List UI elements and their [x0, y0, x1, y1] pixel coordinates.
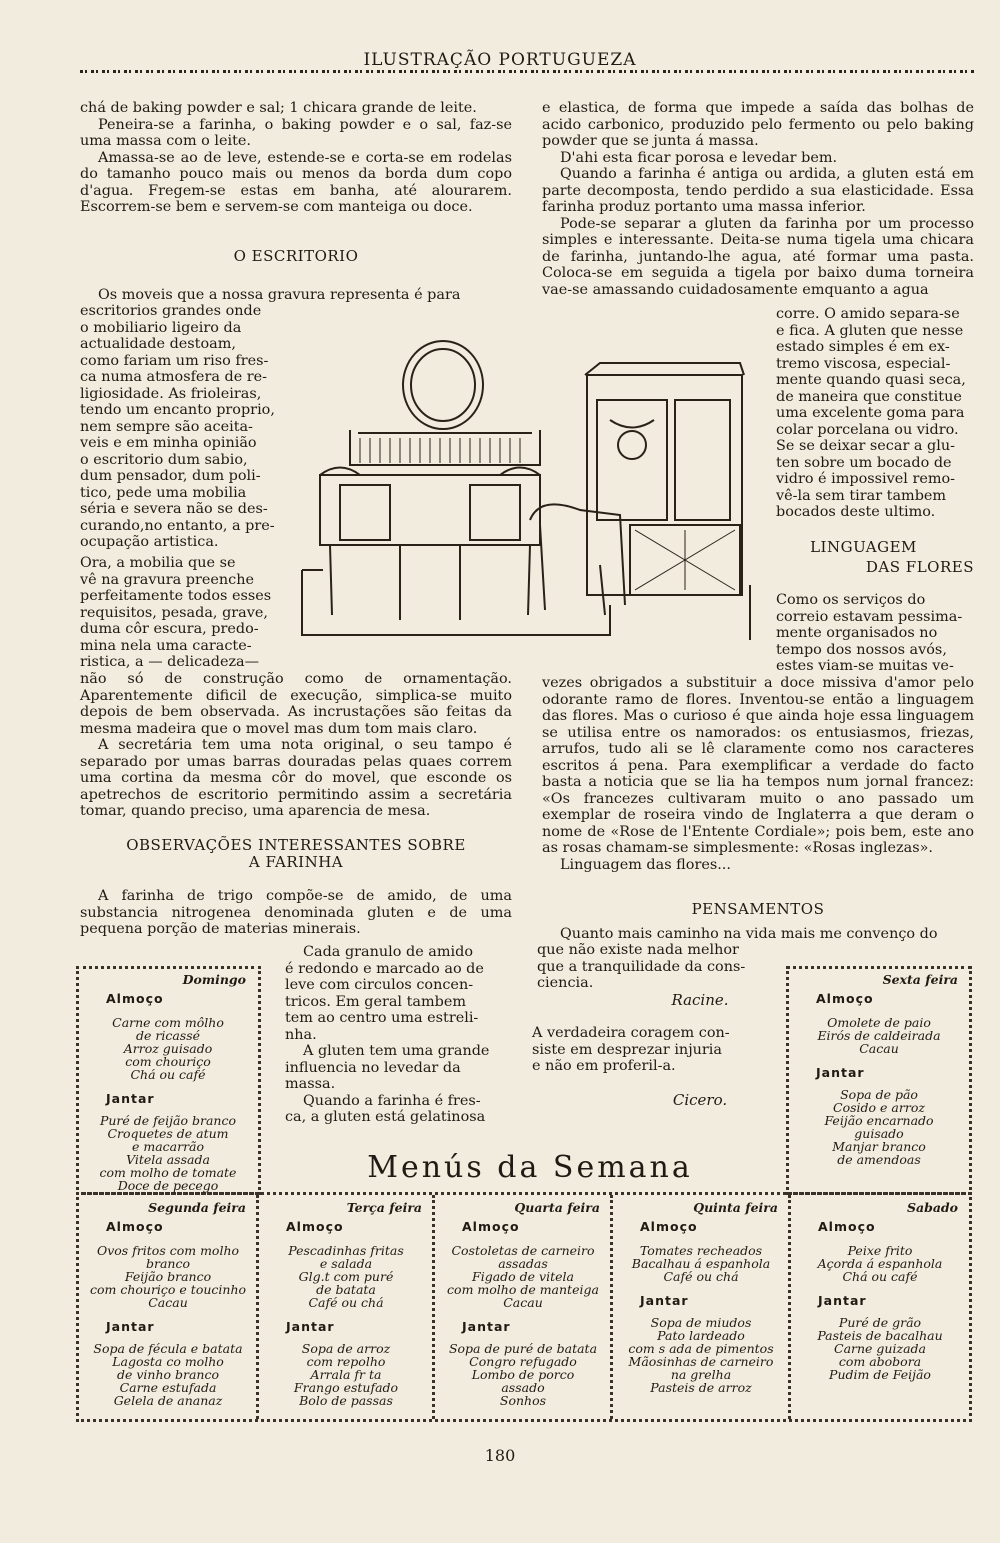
menu-dish: Carne estufada [119, 1380, 217, 1395]
menu-dish: Pasteis de arroz [650, 1380, 752, 1395]
text-line: massa. [285, 1076, 336, 1092]
text-line: nha. [285, 1026, 317, 1043]
menu-dish: Lombo de porco [471, 1367, 575, 1382]
escritorio-wrapped-text-2 [80, 555, 280, 671]
menu-dish: Café ou chá [663, 1269, 739, 1284]
text-line: Quanto mais caminho na vida mais me convenço do [560, 926, 938, 942]
menu-dish: Cacau [503, 1295, 543, 1310]
menu-dish: Bacalhau á espanhola [631, 1256, 771, 1271]
menu-dish: Gelela de ananaz [113, 1393, 223, 1408]
menu-dish: Carne com môlho [112, 1015, 224, 1030]
menu-day-block [792, 1200, 968, 1381]
column-separator [610, 1195, 613, 1419]
menu-day-title: Quinta feira [693, 1200, 778, 1215]
text-line: ciencia. [537, 975, 594, 991]
menu-day-title: Domingo [182, 972, 246, 987]
menu-dish: assadas [498, 1256, 548, 1271]
escritorio-p1-first [80, 287, 512, 304]
menu-dish: e macarrão [131, 1139, 205, 1154]
menu-day-title: Sexta feira [882, 972, 958, 987]
gluten-wrapped-text [776, 306, 974, 521]
escritorio-body [80, 671, 512, 820]
escritorio-wrapped-text [80, 303, 285, 551]
menu-dish: Sopa de arroz [301, 1341, 391, 1356]
text-line: o mobiliario ligeiro da [80, 319, 242, 336]
menus-banner: Menús da Semana [367, 1150, 693, 1185]
menu-dish: Cacau [148, 1295, 188, 1310]
almoco-items [80, 1016, 256, 1081]
text-line: mente organisados no [776, 625, 938, 641]
text-line: que a tranquilidade da cons- [537, 958, 746, 975]
text-line: estado simples é em ex- [776, 339, 950, 355]
text-line: ristica, a — delicadeza— [80, 654, 260, 670]
recipe-intro [80, 100, 512, 216]
menu-dish: Pasteis de bacalhau [817, 1328, 943, 1343]
menu-day-block [790, 972, 968, 1166]
jantar-items [80, 1342, 256, 1407]
text-line: e não em proferil-a. [532, 1058, 676, 1074]
menu-dish: Peixe frito [847, 1243, 913, 1258]
text-line: actualidade destoam, [80, 336, 236, 352]
menu-dish: Tomates recheados [639, 1243, 763, 1258]
running-header: ILUSTRAÇÃO PORTUGUEZA [363, 50, 637, 70]
text-line: curando,no entanto, a pre- [80, 517, 275, 534]
intro-line: chá de baking powder e sal; 1 chicara grande de leite. [80, 100, 477, 116]
menu-dish: guisado [854, 1126, 904, 1141]
text-line: nem sempre são aceita- [80, 418, 253, 435]
menu-dish: com chouriço [125, 1054, 211, 1069]
text-line: vidro é impossivel remo- [776, 471, 956, 487]
almoco-label: Almoço [286, 1219, 344, 1234]
text-line: uma excelente goma para [776, 405, 965, 421]
text-line: mente quando quasi seca, [776, 372, 966, 388]
text-line: ocupação artistica. [80, 534, 219, 550]
text-paragraph: vezes obrigados a substituir a doce missiva d'amor pelo odorante ramo de flores. Inventou-se então a linguagem das flores. Mas o curioso é que ainda hoje essa linguagem se utilisa entre os namorados: os entusiasmos, friezas, arrufos, tudo ali se lê claramente como nos caracteres escritos á pena. Para exemplificar a verdade do facto basta a noticia que se lia ha tempos num jornal francez: «Os francezes cultivaram muito o ano passado um exemplar de roseira vindo de Inglaterra a que deram o nome de «Rose de l'Entente Cordiale»; pois bem, este ano as rosas chamam-se simplesmente: «Rosas inglezas». [542, 675, 974, 856]
page-number: 180 [484, 1446, 516, 1465]
menu-day-title: Terça feira [346, 1200, 422, 1215]
menu-dish: e salada [319, 1256, 373, 1271]
text-line: duma côr escura, predo- [80, 621, 259, 637]
text-paragraph: A farinha de trigo compõe-se de amido, de uma substancia nitrogenea denominada gluten e de uma pequena porção de materias minerais. [80, 888, 512, 937]
menu-day-block [436, 1200, 610, 1407]
menu-dish: Carne guizada [834, 1341, 926, 1356]
text-line: tico, pede uma mobilia [80, 484, 247, 501]
text-line: requisitos, pesada, grave, [80, 604, 268, 621]
pensamentos-wrapped-2 [532, 1025, 762, 1075]
menu-dish: Pescadinhas fritas [288, 1243, 404, 1258]
text-line: A gluten tem uma grande [303, 1043, 490, 1059]
menu-dish: Pato lardeado [657, 1328, 745, 1343]
text-paragraph: Quando a farinha é antiga ou ardida, a gluten está em parte decomposta, tendo perdido a sua elasticidade. Essa farinha produz portanto uma massa inferior. [542, 166, 974, 215]
menu-dish: de ricassé [135, 1028, 201, 1043]
text-line: Ora, a mobilia que se [80, 555, 236, 571]
menu-dish: Bolo de passas [299, 1393, 393, 1408]
text-line: veis e em minha opinião [80, 435, 257, 451]
text-paragraph: A secretária tem uma nota original, o seu tampo é separado por umas barras douradas pelas quaes correm uma cortina da mesma côr do movel, que esconde os apetrechos de escritorio permitindo assim a secretária tomar, quando preciso, uma aparencia de mesa. [80, 737, 512, 819]
text-line: Como os serviços do [776, 592, 926, 608]
header-rule [80, 70, 975, 73]
text-paragraph: e elastica, de forma que impede a saída das bolhas de acido carbonico, produzido pelo fermento ou pelo baking powder que se junta á massa. [542, 100, 974, 149]
menu-dish: Manjar branco [832, 1139, 926, 1154]
linguagem-body [542, 675, 974, 873]
menu-dish: assado [501, 1380, 545, 1395]
escritorio-heading: O ESCRITORIO [233, 247, 359, 265]
text-line: vê na gravura preenche [80, 571, 254, 588]
pensamentos-first [542, 926, 974, 943]
column-separator [432, 1195, 435, 1419]
column-separator [256, 1195, 259, 1419]
almoco-items [614, 1244, 788, 1283]
text-line: A verdadeira coragem con- [532, 1025, 730, 1041]
menu-dish: Cosido e arroz [833, 1100, 925, 1115]
farinha-heading-2: A FARINHA [248, 853, 344, 871]
almoco-items [790, 1016, 968, 1055]
text-line: escritorios grandes onde [80, 303, 262, 319]
almoco-items [792, 1244, 968, 1283]
menu-dish: Omolete de paio [827, 1015, 931, 1030]
menu-dish: Figado de vitela [472, 1269, 574, 1284]
jantar-label: Jantar [106, 1091, 155, 1106]
almoco-items [436, 1244, 610, 1309]
menu-dish: com chouriço e toucinho [89, 1282, 247, 1297]
text-line: como fariam um riso fres- [80, 352, 269, 369]
menu-dish: Açorda á espanhola [817, 1256, 943, 1271]
jantar-label: Jantar [816, 1065, 865, 1080]
menu-day-block [80, 972, 256, 1192]
pensamentos-heading: PENSAMENTOS [691, 900, 825, 918]
text-line: ca numa atmosfera de re- [80, 369, 268, 385]
menu-dish: Sonhos [499, 1393, 547, 1408]
text-line: de maneira que constitue [776, 388, 962, 405]
text-line: influencia no levedar da [285, 1059, 461, 1076]
text-line: tricos. Em geral tambem [285, 993, 466, 1010]
text-paragraph: Linguagem das flores... [560, 856, 731, 873]
text-paragraph: não só de construção como de ornamentação. Aparentemente dificil de execução, simplica-se muito depois de bem observada. As incrustações são feitas da mesma madeira que o movel mas dum tom mais claro. [80, 671, 512, 737]
text-line: que não existe nada melhor [537, 942, 739, 958]
intro-line: Peneira-se a farinha, o baking powder e o sal, faz-se uma massa com o leite. [80, 116, 512, 149]
jantar-items [614, 1316, 788, 1394]
text-line: estes viam-se muitas ve- [776, 658, 954, 674]
menu-dish: Feijão branco [124, 1269, 212, 1284]
text-line: tendo um encanto proprio, [80, 402, 275, 418]
menu-dish: Chá ou café [842, 1269, 918, 1284]
text-line: tem ao centro uma estreli- [285, 1010, 479, 1026]
jantar-label: Jantar [640, 1293, 689, 1308]
almoco-label: Almoço [640, 1219, 698, 1234]
text-line: vê-la sem tirar tambem [776, 487, 947, 504]
menu-day-block [260, 1200, 432, 1407]
menu-dish: Café ou chá [308, 1295, 384, 1310]
text-paragraph: Pode-se separar a gluten da farinha por um processo simples e interessante. Deita-se numa tigela uma chicara de farinha, juntando-lhe agua, até formar uma pasta. Coloca-se em seguida a tigela por baixo duma torneira vae-se amassando cuidadosamente emquanto a agua [542, 215, 974, 298]
menu-dish: Ovos fritos com molho [96, 1243, 240, 1258]
menu-dish: Feijão encarnado [824, 1113, 934, 1128]
menu-dish: Arrala fr ta [310, 1367, 382, 1382]
menu-day-block [80, 1200, 256, 1407]
signature-cicero: Cicero. [672, 1091, 728, 1109]
jantar-items [436, 1342, 610, 1407]
menu-dish: com abobora [838, 1354, 922, 1369]
jantar-label: Jantar [818, 1293, 867, 1308]
menu-dish: Cacau [859, 1041, 899, 1056]
almoco-label: Almoço [106, 1219, 164, 1234]
menu-day-title: Sabado [906, 1200, 958, 1215]
text-line: correio estavam pessima- [776, 608, 963, 625]
almoco-items [260, 1244, 432, 1309]
farinha-intro [80, 888, 512, 938]
text-paragraph: D'ahi esta ficar porosa e levedar bem. [560, 149, 838, 166]
menu-dish: Chá ou café [130, 1067, 206, 1082]
menu-dish: Sopa de fécula e batata [93, 1341, 243, 1356]
text-line: colar porcelana ou vidro. [776, 421, 959, 438]
text-line: Se se deixar secar a glu- [776, 438, 955, 454]
menu-dish: Congro refugado [469, 1354, 577, 1369]
intro-line: Amassa-se ao de leve, estende-se e corta-se em rodelas do tamanho pouco mais ou menos da borda dum copo d'agua. Fregem-se estas em banha, até alourarem. Escorrem-se bem e servem-se com manteiga ou doce. [80, 149, 512, 215]
menu-dish: de amendoas [837, 1152, 921, 1167]
menu-dish: Vitela assada [126, 1152, 210, 1167]
text-line: siste em desprezar injuria [532, 1041, 722, 1058]
text-line: ten sobre um bocado de [776, 454, 952, 471]
almoco-label: Almoço [462, 1219, 520, 1234]
almoco-label: Almoço [818, 1219, 876, 1234]
menu-dish: Arroz guisado [123, 1041, 213, 1056]
text-line: mina nela uma caracte- [80, 637, 252, 654]
text-line: perfeitamente todos esses [80, 588, 272, 604]
text-line: bocados deste ultimo. [776, 504, 936, 520]
menu-dish: branco [145, 1256, 190, 1271]
menu-dish: Mãosinhas de carneiro [628, 1354, 774, 1369]
text-line: corre. O amido separa-se [776, 306, 960, 322]
jantar-label: Jantar [462, 1319, 511, 1334]
jantar-items [260, 1342, 432, 1407]
almoco-label: Almoço [106, 991, 164, 1006]
menu-day-title: Quarta feira [514, 1200, 600, 1215]
pensamentos-wrapped [537, 942, 755, 992]
text-line: ca, a gluten está gelatinosa [285, 1109, 486, 1125]
menu-dish: Croquetes de atum [107, 1126, 229, 1141]
gluten-text [542, 100, 974, 298]
jantar-label: Jantar [286, 1319, 335, 1334]
text-line: Quando a farinha é fres- [303, 1092, 481, 1109]
menu-dish: Sopa de pão [840, 1087, 918, 1102]
signature-racine: Racine. [671, 991, 729, 1009]
menu-dish: de vinho branco [116, 1367, 220, 1382]
menu-dish: com repolho [306, 1354, 386, 1369]
farinha-wrapped-text [285, 944, 503, 1126]
menu-dish: Sopa de puré de batata [448, 1341, 598, 1356]
menu-dish: Pudim de Feijão [829, 1367, 931, 1382]
linguagem-heading-2: DAS FLORES [865, 558, 974, 576]
menu-dish: com s ada de pimentos [628, 1341, 774, 1356]
text-line: o escritorio dum sabio, [80, 451, 248, 468]
linguagem-wrapped-text [776, 592, 974, 675]
menu-dish: Puré de feijão branco [99, 1113, 237, 1128]
jantar-items [792, 1316, 968, 1381]
menu-dish: Frango estufado [293, 1380, 399, 1395]
menu-dish: Costoletas de carneiro [451, 1243, 595, 1258]
text-line: Cada granulo de amido [303, 944, 474, 960]
menu-dish: Puré de grão [838, 1315, 922, 1330]
farinha-heading-1: OBSERVAÇÕES INTERESSANTES SOBRE [126, 836, 466, 854]
menu-dish: Lagosta co molho [112, 1354, 224, 1369]
text-line: séria e severa não se des- [80, 501, 268, 517]
menu-dish: Glg.t com puré [298, 1269, 394, 1284]
menu-dish: na grelha [670, 1367, 732, 1382]
text-line: e fica. A gluten que nesse [776, 322, 964, 339]
almoco-items [80, 1244, 256, 1309]
jantar-label: Jantar [106, 1319, 155, 1334]
menu-dish: com molho de manteiga [447, 1282, 599, 1297]
text-line: tempo dos nossos avós, [776, 641, 947, 658]
linguagem-heading-1: LINGUAGEM [810, 538, 917, 556]
menu-day-block [614, 1200, 788, 1394]
text-line: é redondo e marcado ao de [285, 960, 484, 977]
menu-dish: Sopa de miudos [650, 1315, 752, 1330]
column-separator [788, 1195, 791, 1419]
menu-dish: de batata [316, 1282, 376, 1297]
text-line: ligiosidade. As frioleiras, [80, 385, 262, 402]
jantar-items [80, 1114, 256, 1192]
text-line: dum pensador, dum poli- [80, 468, 261, 484]
menu-dish: com molho de tomate [99, 1165, 237, 1180]
text-line: tremo viscosa, especial- [776, 355, 951, 372]
jantar-items [790, 1088, 968, 1166]
almoco-label: Almoço [816, 991, 874, 1006]
text-line: Os moveis que a nossa gravura representa é para [98, 287, 461, 303]
menu-dish: Eirós de caldeirada [817, 1028, 941, 1043]
menu-dish: Doce de pecego [117, 1178, 219, 1193]
menu-day-title: Segunda feira [148, 1200, 246, 1215]
furniture-engraving [300, 335, 760, 645]
text-line: leve com circulos concen- [285, 977, 474, 993]
